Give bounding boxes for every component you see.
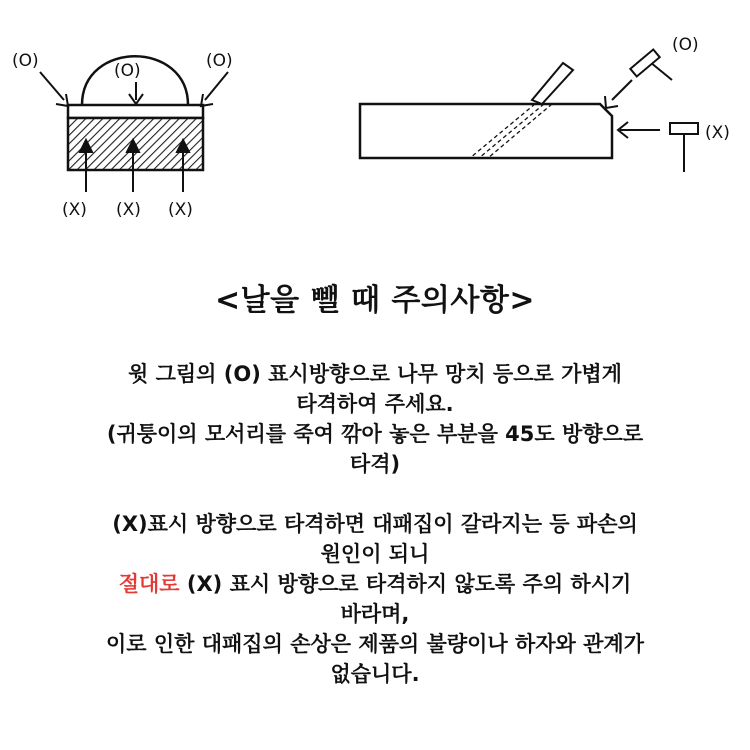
label-x-side: (X) — [705, 123, 730, 143]
hammer-x-icon — [670, 123, 698, 172]
plane-side-body — [360, 104, 612, 158]
arrowhead-o-left — [56, 94, 68, 106]
arrow-o-left — [40, 72, 64, 100]
hammer-o-handle — [650, 62, 672, 80]
diagram-svg — [0, 0, 750, 250]
blade-top — [532, 63, 573, 104]
plane-top-plate — [68, 105, 203, 118]
warning-line: 원인이 되니 — [320, 542, 430, 566]
disclaimer-line: 이로 인한 대패집의 손상은 제품의 불량이나 하자와 관계가 — [105, 632, 645, 656]
label-o-right: (O) — [206, 51, 233, 71]
correct-arrow-right — [605, 80, 632, 108]
disclaimer-line: 없습니다. — [330, 662, 420, 686]
label-o-center: (O) — [114, 61, 141, 81]
warning-emphasis-line — [0, 569, 750, 599]
warning-rest-text: (X) 표시 방향으로 타격하지 않도록 주의 하시기 — [179, 572, 632, 596]
plane-side-view — [360, 35, 730, 172]
diagrams — [0, 0, 750, 250]
warning-line: (X)표시 방향으로 타격하면 대패집이 갈라지는 등 파손의 — [112, 512, 638, 536]
hammer-x-head — [670, 123, 698, 134]
instruction-line: 윗 그림의 (O) 표시방향으로 나무 망치 등으로 가볍게 — [128, 362, 622, 386]
label-x-left: (X) — [62, 200, 87, 220]
arrowhead-o-chamfer — [605, 96, 618, 108]
notice — [0, 275, 750, 689]
warning-line: 바라며, — [340, 602, 410, 626]
label-o-chamfer: (O) — [672, 35, 699, 55]
label-o-left: (O) — [12, 51, 39, 71]
instruction-line: 타격하여 주세요. — [296, 392, 454, 416]
paragraph-gap — [0, 479, 750, 509]
arrow-o-chamfer — [612, 80, 632, 100]
notice-title: <날을 뺄 때 주의사항> — [215, 283, 535, 318]
label-x-right: (X) — [168, 200, 193, 220]
instruction-note-line: (귀퉁이의 모서리를 죽여 깎아 놓은 부분을 45도 방향으로 — [106, 422, 644, 446]
arrow-o-right — [205, 72, 228, 100]
plane-cross-section — [12, 51, 233, 220]
hammer-o-head — [630, 50, 659, 77]
label-x-center: (X) — [116, 200, 141, 220]
instruction-note-line: 타격) — [349, 452, 401, 476]
emphasis-text: 절대로 — [118, 572, 180, 596]
wrong-arrow-right — [618, 122, 660, 138]
hammer-o-icon — [630, 50, 672, 80]
